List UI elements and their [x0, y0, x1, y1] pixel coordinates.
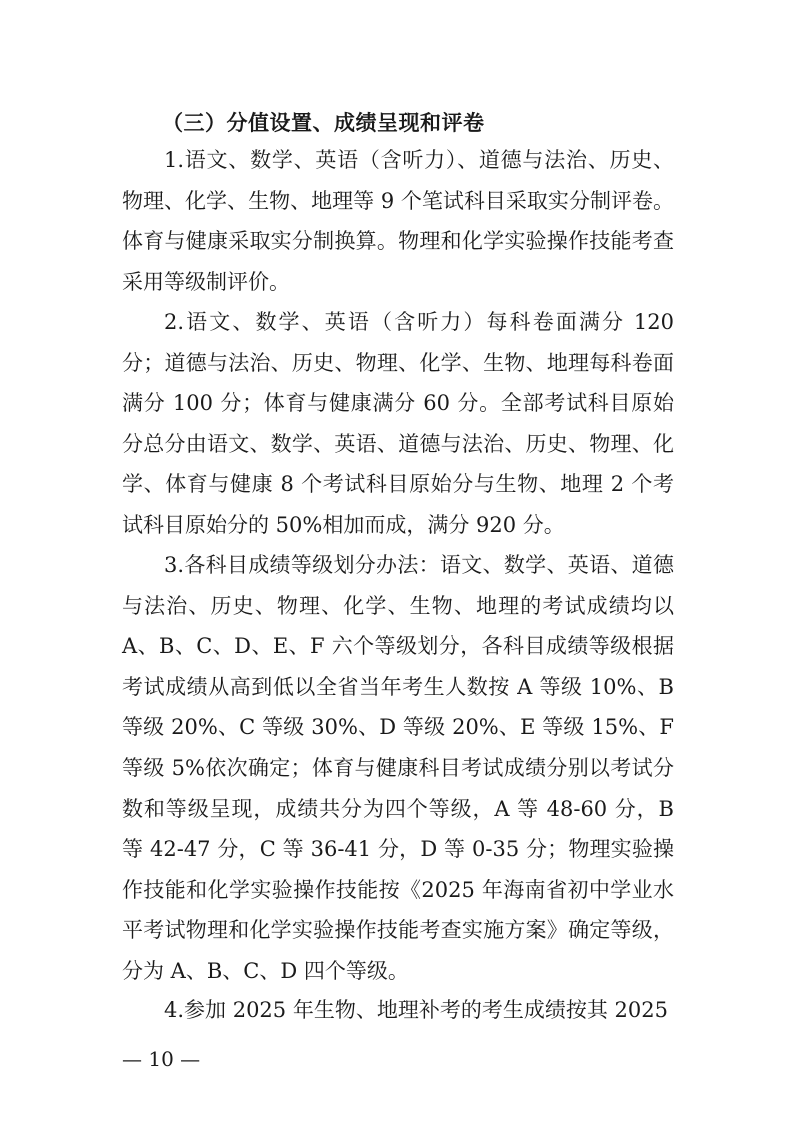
paragraph-makeup-exam: 4.参加 2025 年生物、地理补考的考生成绩按其 2025: [164, 998, 668, 1022]
page-number: — 10 —: [122, 1047, 201, 1071]
paragraph-grade-levels: 3.各科目成绩等级划分办法：语文、数学、英语、道德与法治、历史、物理、化学、生物、地理的考试成绩均以 A、B、C、D、E、F 六个等级划分，各科目成绩等级根据考试成绩从高到低以全省当年考生人数按 A 等级 10%、B 等级 20%、C 等级 30%、D 等级 20%、E 等级 15%、F 等级 5%依次确定；体育与健康科目考试成绩分别以考试分数和等级呈现，成绩共分为四个等级，A 等 48-60 分，B 等 42-47 分，C 等 36-41 分，D 等 0-35 分；物理实验操作技能和化学实验操作技能按《2025 年海南省初中学业水平考试物理和化学实验操作技能考查实施方案》确定等级，分为 A、B、C、D 四个等级。: [122, 553, 674, 983]
paragraph-full-marks: 2.语文、数学、英语（含听力）每科卷面满分 120 分；道德与法治、历史、物理、化学、生物、地理每科卷面满分 100 分；体育与健康满分 60 分。全部考试科目原始分总分由语文、数学、英语、道德与法治、历史、物理、化学、体育与健康 8 个考试科目原始分与生物、地理 2 个考试科目原始分的 50%相加而成，满分 920 分。: [122, 310, 674, 537]
section-heading: （三）分值设置、成绩呈现和评卷: [162, 110, 485, 135]
paragraph-scoring-method: 1.语文、数学、英语（含听力）、道德与法治、历史、物理、化学、生物、地理等 9 个笔试科目采取实分制评卷。体育与健康采取实分制换算。物理和化学实验操作技能考查采用等级制评价。: [122, 148, 674, 294]
